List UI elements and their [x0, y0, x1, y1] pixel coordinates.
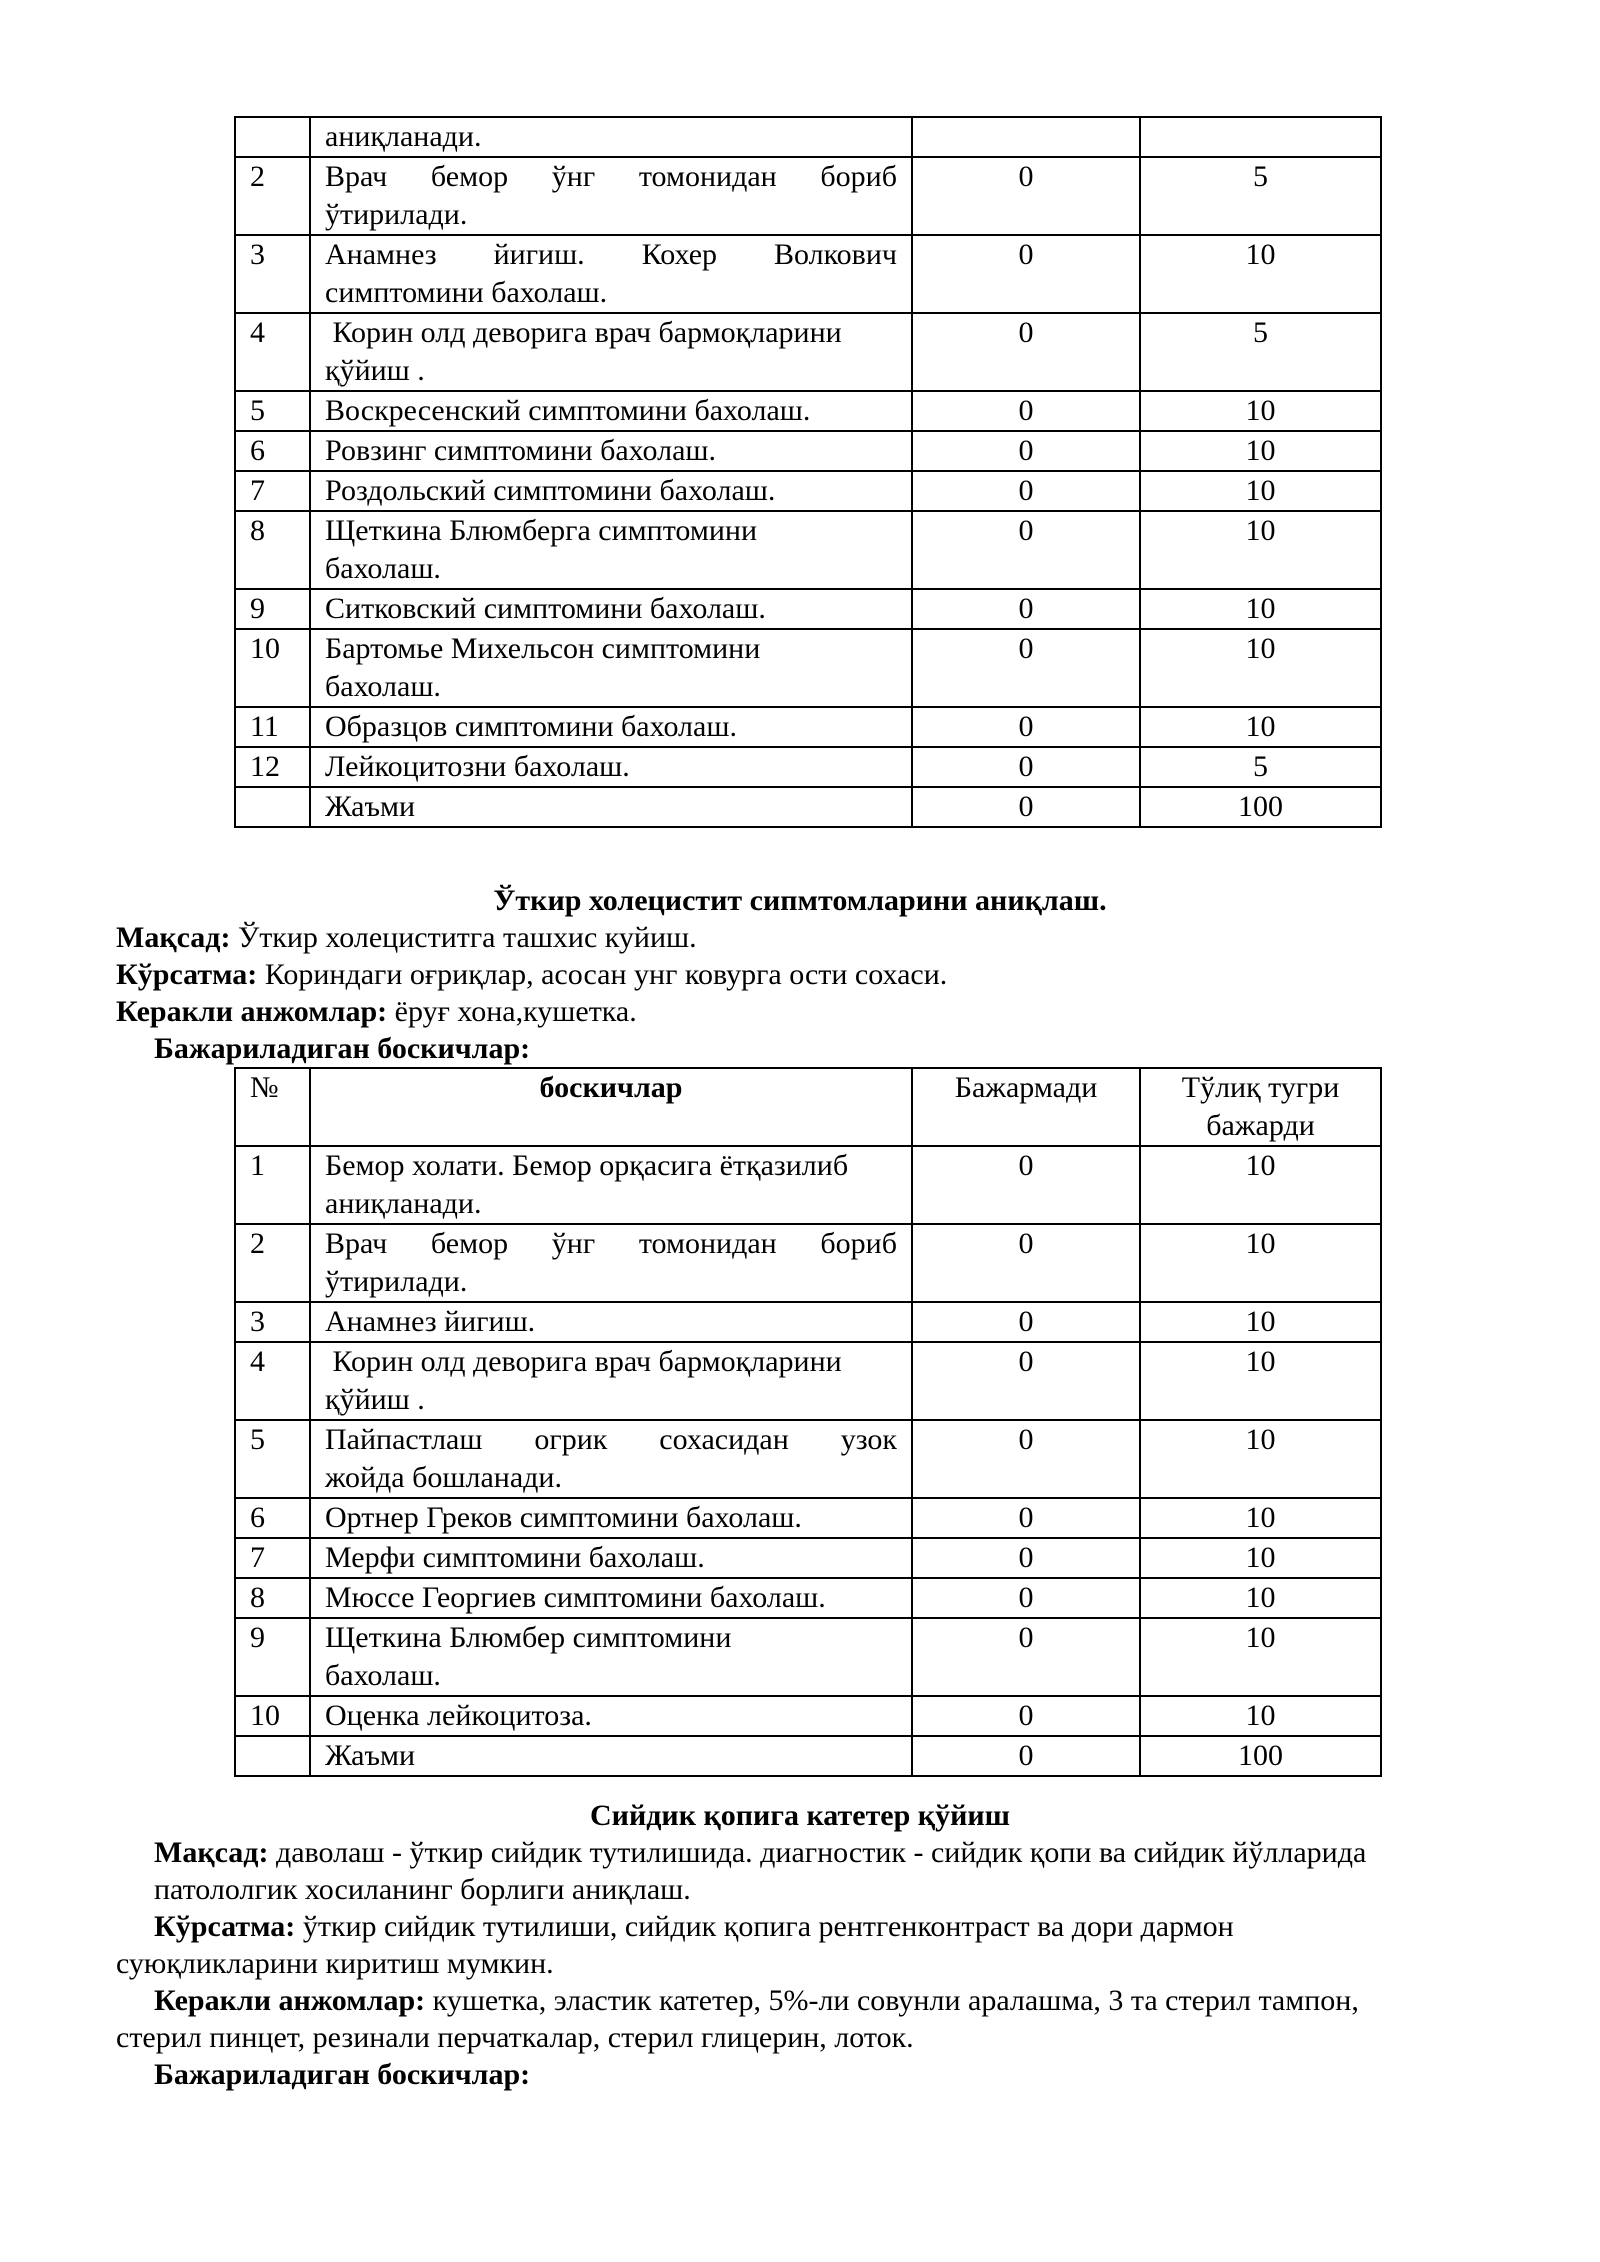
row-number: 11 — [235, 707, 310, 747]
row-number: 5 — [235, 1420, 310, 1498]
score-not-done: 0 — [912, 1578, 1140, 1618]
step-text: Анамнез йигиш. — [310, 1302, 912, 1342]
section-title: Ўткир холецистит сипмтомларини аниқлаш. — [493, 884, 1107, 917]
table-row — [235, 629, 1381, 707]
row-number: 3 — [235, 235, 310, 313]
total-label: Жаъми — [310, 1736, 912, 1776]
row-number — [235, 787, 310, 827]
indication-text: ўткир сийдик тутилиши, сийдик қопига рентгенконтраст ва дори дармон — [295, 1910, 1234, 1943]
row-number: 6 — [235, 431, 310, 471]
score-done: 10 — [1140, 391, 1381, 431]
row-number: 7 — [235, 1538, 310, 1578]
goal-text: Ўткир холециститга ташхис куйиш. — [230, 921, 697, 954]
step-text: Ситковский симптомини бахолаш. — [310, 589, 912, 629]
table-row — [235, 1538, 1381, 1578]
score-done: 10 — [1140, 589, 1381, 629]
score-not-done: 0 — [912, 1538, 1140, 1578]
table-row — [235, 511, 1381, 589]
table-row — [235, 391, 1381, 431]
step-text: Роздольский симптомини бахолаш. — [310, 471, 912, 511]
step-text: Пайпастлаш огрик сохасидан узок жойда бошланади. — [310, 1420, 912, 1498]
score-done: 10 — [1140, 1578, 1381, 1618]
table-row — [235, 157, 1381, 235]
score-done: 10 — [1140, 1538, 1381, 1578]
score-not-done: 0 — [912, 431, 1140, 471]
table-row — [235, 117, 1381, 157]
row-number: 2 — [235, 157, 310, 235]
header-number: № — [235, 1068, 310, 1146]
score-done: 5 — [1140, 747, 1381, 787]
score-not-done: 0 — [912, 1618, 1140, 1696]
table-row — [235, 1578, 1381, 1618]
step-text: Врач бемор ўнг томонидан бориб ўтирилади. — [310, 1224, 912, 1302]
table-row — [235, 1342, 1381, 1420]
score-done: 10 — [1140, 1618, 1381, 1696]
score-not-done: 0 — [912, 1302, 1140, 1342]
total-done: 100 — [1140, 1736, 1381, 1776]
row-number: 6 — [235, 1498, 310, 1538]
score-not-done: 0 — [912, 707, 1140, 747]
score-not-done: 0 — [912, 391, 1140, 431]
goal-paragraph-cont: патололгик хосиланинг борлиги аниқлаш. — [154, 1873, 691, 1906]
goal-text: даволаш - ўткир сийдик тутилишида. диагностик - сийдик қопи ва сийдик йўлларида — [268, 1836, 1367, 1869]
table-row — [235, 1498, 1381, 1538]
score-not-done: 0 — [912, 1696, 1140, 1736]
score-done — [1140, 117, 1381, 157]
total-not-done: 0 — [912, 787, 1140, 827]
table-row — [235, 1302, 1381, 1342]
tools-text: ёруғ хона,кушетка. — [387, 995, 637, 1028]
table-row — [235, 747, 1381, 787]
table-row — [235, 235, 1381, 313]
score-done: 10 — [1140, 1146, 1381, 1224]
table-row — [235, 707, 1381, 747]
row-number: 10 — [235, 629, 310, 707]
step-text: Анамнез йигиш. Кохер Волкович симптомини бахолаш. — [310, 235, 912, 313]
step-text: Воскресенский симптомини бахолаш. — [310, 391, 912, 431]
row-number: 7 — [235, 471, 310, 511]
score-done: 10 — [1140, 471, 1381, 511]
score-done: 10 — [1140, 629, 1381, 707]
steps-heading: Бажариладиган боскичлар: — [154, 2058, 531, 2091]
row-number: 9 — [235, 589, 310, 629]
tools-paragraph — [116, 993, 637, 1030]
row-number: 10 — [235, 1696, 310, 1736]
step-text: аниқланади. — [310, 117, 912, 157]
indication-paragraph — [154, 1908, 1234, 1945]
row-number: 4 — [235, 1342, 310, 1420]
scoring-table-1 — [234, 116, 1382, 828]
header-done: Тўлиқ тугри бажарди — [1140, 1068, 1381, 1146]
score-not-done: 0 — [912, 747, 1140, 787]
score-done: 10 — [1140, 431, 1381, 471]
score-done: 5 — [1140, 157, 1381, 235]
score-not-done — [912, 117, 1140, 157]
score-done: 10 — [1140, 1420, 1381, 1498]
table-row — [235, 1146, 1381, 1224]
score-not-done: 0 — [912, 471, 1140, 511]
goal-paragraph — [154, 1834, 1366, 1871]
table-header-row — [235, 1068, 1381, 1146]
score-not-done: 0 — [912, 511, 1140, 589]
indication-paragraph — [116, 956, 947, 993]
scoring-table-2 — [234, 1067, 1382, 1777]
header-not-done: Бажармади — [912, 1068, 1140, 1146]
row-number: 9 — [235, 1618, 310, 1696]
step-text: Корин олд деворига врач бармоқларини қўйиш . — [310, 313, 912, 391]
score-done: 10 — [1140, 707, 1381, 747]
goal-label: Мақсад: — [116, 921, 231, 954]
score-done: 10 — [1140, 1696, 1381, 1736]
step-text: Щеткина Блюмбер симптомини бахолаш. — [310, 1618, 912, 1696]
step-text: Бартомье Михельсон симптомини бахолаш. — [310, 629, 912, 707]
score-not-done: 0 — [912, 589, 1140, 629]
goal-label: Мақсад: — [154, 1836, 269, 1869]
step-text: Оценка лейкоцитоза. — [310, 1696, 912, 1736]
indication-label: Кўрсатма: — [116, 958, 258, 991]
row-number — [235, 1736, 310, 1776]
score-done: 10 — [1140, 235, 1381, 313]
score-not-done: 0 — [912, 1498, 1140, 1538]
section-title: Сийдик қопига катетер қўйиш — [590, 1799, 1010, 1832]
indication-paragraph-cont: суюқликларини киритиш мумкин. — [116, 1947, 554, 1980]
header-steps: боскичлар — [310, 1068, 912, 1146]
step-text: Врач бемор ўнг томонидан бориб ўтирилади. — [310, 157, 912, 235]
tools-text: кушетка, эластик катетер, 5%-ли совунли аралашма, 3 та стерил тампон, — [425, 1984, 1359, 2017]
score-done: 10 — [1140, 1342, 1381, 1420]
score-not-done: 0 — [912, 313, 1140, 391]
table-row — [235, 589, 1381, 629]
step-text: Корин олд деворига врач бармоқларини қўйиш . — [310, 1342, 912, 1420]
tools-paragraph — [154, 1982, 1359, 2019]
indication-label: Кўрсатма: — [154, 1910, 296, 1943]
score-not-done: 0 — [912, 235, 1140, 313]
row-number: 2 — [235, 1224, 310, 1302]
row-number: 12 — [235, 747, 310, 787]
score-done: 5 — [1140, 313, 1381, 391]
table-row — [235, 1618, 1381, 1696]
step-text: Ровзинг симптомини бахолаш. — [310, 431, 912, 471]
table-total-row — [235, 1736, 1381, 1776]
row-number: 8 — [235, 1578, 310, 1618]
row-number: 4 — [235, 313, 310, 391]
steps-heading: Бажариладиган боскичлар: — [154, 1032, 531, 1065]
score-not-done: 0 — [912, 157, 1140, 235]
score-not-done: 0 — [912, 629, 1140, 707]
score-not-done: 0 — [912, 1420, 1140, 1498]
table-row — [235, 431, 1381, 471]
table-row — [235, 1420, 1381, 1498]
score-done: 10 — [1140, 511, 1381, 589]
tools-label: Керакли анжомлар: — [116, 995, 388, 1028]
score-done: 10 — [1140, 1302, 1381, 1342]
row-number — [235, 117, 310, 157]
step-text: Лейкоцитозни бахолаш. — [310, 747, 912, 787]
step-text: Мюссе Георгиев симптомини бахолаш. — [310, 1578, 912, 1618]
total-label: Жаъми — [310, 787, 912, 827]
score-not-done: 0 — [912, 1342, 1140, 1420]
total-done: 100 — [1140, 787, 1381, 827]
step-text: Щеткина Блюмберга симптомини бахолаш. — [310, 511, 912, 589]
table-row — [235, 313, 1381, 391]
tools-label: Керакли анжомлар: — [154, 1984, 426, 2017]
step-text: Бемор холати. Бемор орқасига ётқазилиб аниқланади. — [310, 1146, 912, 1224]
table-total-row — [235, 787, 1381, 827]
step-text: Образцов симптомини бахолаш. — [310, 707, 912, 747]
table-row — [235, 1224, 1381, 1302]
tools-paragraph-cont: стерил пинцет, резинали перчаткалар, стерил глицерин, лоток. — [116, 2021, 914, 2054]
step-text: Ортнер Греков симптомини бахолаш. — [310, 1498, 912, 1538]
score-not-done: 0 — [912, 1146, 1140, 1224]
score-done: 10 — [1140, 1498, 1381, 1538]
row-number: 5 — [235, 391, 310, 431]
row-number: 1 — [235, 1146, 310, 1224]
table-row — [235, 471, 1381, 511]
step-text: Мерфи симптомини бахолаш. — [310, 1538, 912, 1578]
row-number: 3 — [235, 1302, 310, 1342]
total-not-done: 0 — [912, 1736, 1140, 1776]
score-not-done: 0 — [912, 1224, 1140, 1302]
score-done: 10 — [1140, 1224, 1381, 1302]
row-number: 8 — [235, 511, 310, 589]
table-row — [235, 1696, 1381, 1736]
goal-paragraph — [116, 919, 697, 956]
indication-text: Кориндаги оғриқлар, асосан унг ковурга ости сохаси. — [257, 958, 948, 991]
